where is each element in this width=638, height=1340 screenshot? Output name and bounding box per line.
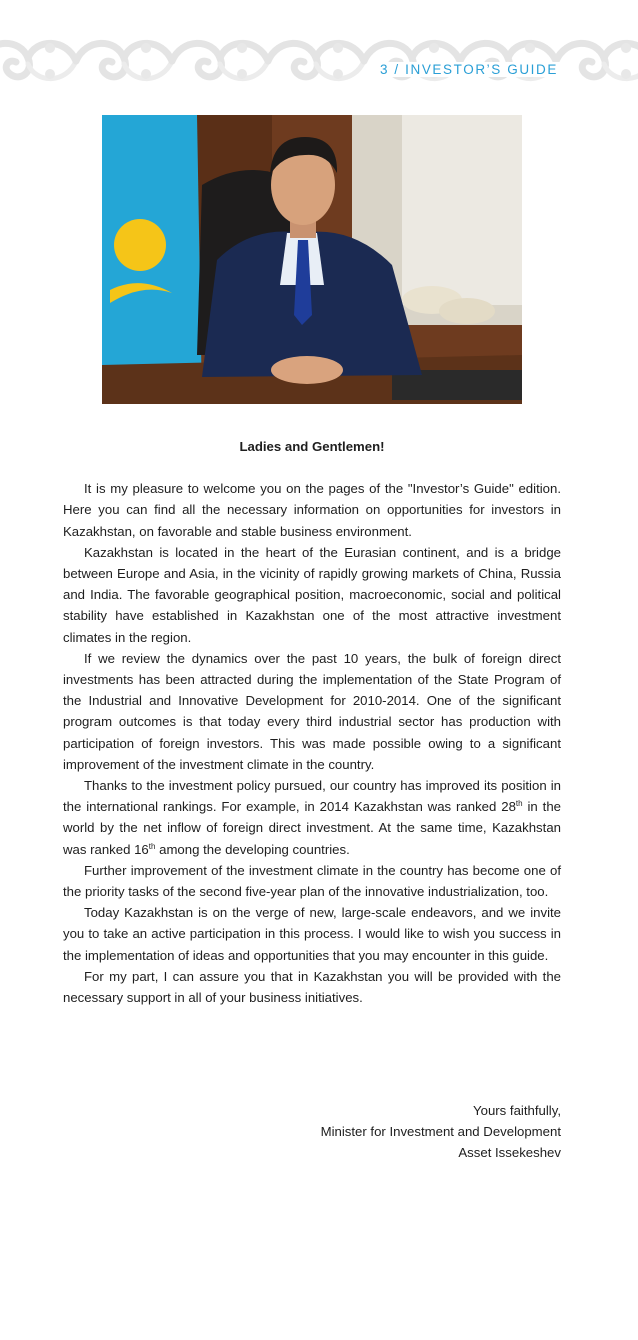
minister-portrait-photo (102, 115, 522, 404)
header-ornament-band (0, 28, 638, 94)
signature-closing: Yours faithfully, (473, 1103, 561, 1118)
signature-title: Minister for Investment and Development (320, 1124, 561, 1140)
paragraph-1: It is my pleasure to welcome you on the pages of the "Investor’s Guide" edition. Here you can find all the necessary information on opportunities for investors in Kazakhstan, on favorable and stable business environment. (63, 481, 561, 539)
greeting-heading: Ladies and Gentlemen! (239, 439, 385, 454)
signature-name: Asset Issekeshev (458, 1145, 561, 1161)
paragraph-4-part-b: in the world by the net inflow of foreign direct investment. At the same time, Kazakhstan was ranked 16 (63, 799, 561, 857)
paragraph-4-part-c: among the developing countries. (155, 841, 350, 857)
ordinal-suffix: th (148, 841, 156, 851)
ornament-pattern-icon (0, 28, 638, 94)
ordinal-suffix: th (515, 799, 523, 809)
paragraph-2: Kazakhstan is located in the heart of the Eurasian continent, and is a bridge between Europe and Asia, in the vicinity of rapidly growing markets of China, Russia and India. The favorable geographical position, macroeconomic, social and political stability have established in Kazakhstan one of the most attractive investment climates in the region. (63, 544, 561, 645)
welcome-letter (63, 436, 561, 1008)
paragraph-4-part-a: Thanks to the investment policy pursued, our country has improved its position in the international rankings. For example, in 2014 Kazakhstan was ranked 28 (63, 778, 561, 815)
paragraph-5: Further improvement of the investment climate in the country has become one of the priority tasks of the second five-year plan of the innovative industrialization, too. (63, 862, 561, 900)
paragraph-7: For my part, I can assure you that in Kazakhstan you will be provided with the necessary support in all of your business initiatives. (63, 968, 561, 1006)
signature-block (321, 1100, 561, 1164)
paragraph-4 (63, 775, 561, 860)
page-number-label: 3 / INVESTOR’S GUIDE (376, 62, 562, 77)
paragraph-3: If we review the dynamics over the past 10 years, the bulk of foreign direct investments has been attracted during the implementation of the State Program of the Industrial and Innovative Development for 2010-2014. One of the significant program outcomes is that today every third industrial sector has production with participation of foreign investors. This was made possible owing to a significant improvement of the investment climate in the country. (63, 650, 561, 772)
paragraph-6: Today Kazakhstan is on the verge of new, large-scale endeavors, and we invite you to take an active participation in this process. I would like to wish you success in the implementation of ideas and opportunities that you may encounter in this guide. (63, 905, 561, 963)
